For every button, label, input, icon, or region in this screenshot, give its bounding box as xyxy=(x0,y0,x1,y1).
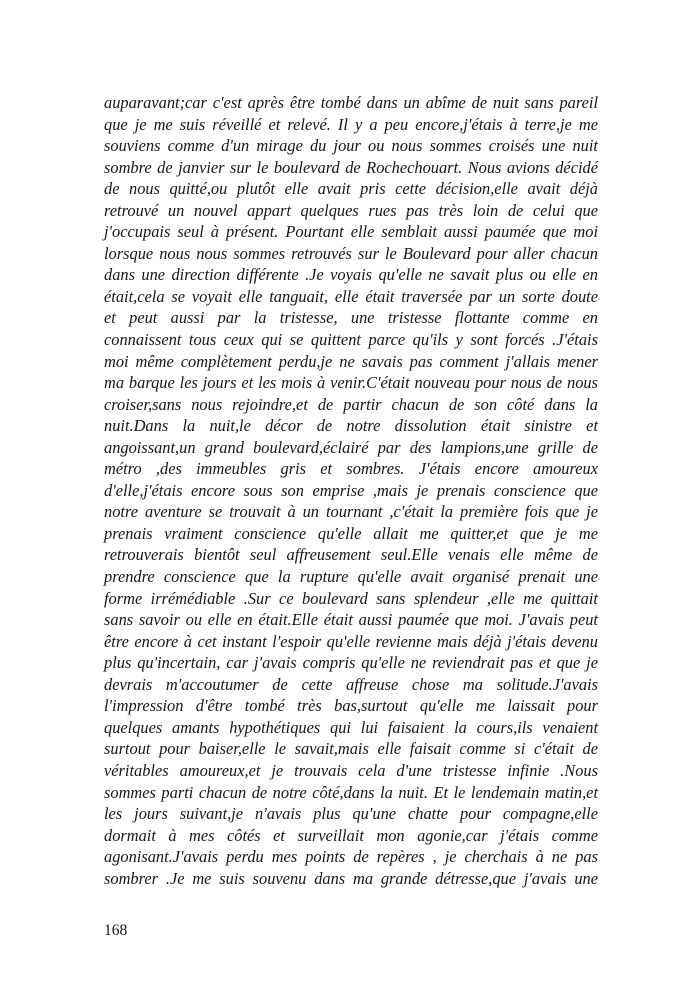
text-line: l'impression d'être tombé très bas,surtout qu'elle me laissait pour xyxy=(104,696,598,716)
text-line: sombre de janvier sur le boulevard de Rochechouart. Nous avions décidé xyxy=(104,157,598,177)
text-line: quelques amants hypothétiques qui lui faisaient la cours,ils venaient xyxy=(104,717,598,737)
text-line: que je me suis réveillé et relevé. Il y a peu encore,j'étais à terre,je me xyxy=(104,114,598,134)
text-line: j'occupais seul à présent. Pourtant elle semblait aussi paumée que moi xyxy=(104,222,598,242)
text-line: métro ,des immeubles gris et sombres. J'étais encore amoureux xyxy=(104,459,598,479)
text-line: prendre conscience que la rupture qu'elle avait organisé prenait une xyxy=(104,567,598,587)
text-line: de nous quitté,ou plutôt elle avait pris cette décision,elle avait déjà xyxy=(104,179,598,199)
body-text xyxy=(104,92,598,889)
text-line: sombrer .Je me suis souvenu dans ma grande détresse,que j'avais une xyxy=(104,868,598,888)
text-line: sans savoir ou elle en était.Elle était aussi paumée que moi. J'avais peut xyxy=(104,610,598,630)
text-line: surtout pour baiser,elle le savait,mais elle faisait comme si c'était de xyxy=(104,739,598,759)
text-line: croiser,sans nous rejoindre,et de partir chacun de son côté dans la xyxy=(104,394,598,414)
text-line: lorsque nous nous sommes retrouvés sur le Boulevard pour aller chacun xyxy=(104,243,598,263)
text-line: prenais vraiment conscience qu'elle allait me quitter,et que je me xyxy=(104,523,598,543)
text-line: et peut aussi par la tristesse, une tristesse flottante comme en xyxy=(104,308,598,328)
text-line: véritables amoureux,et je trouvais cela d'une tristesse infinie .Nous xyxy=(104,760,598,780)
text-line: plus qu'incertain, car j'avais compris qu'elle ne reviendrait pas et que je xyxy=(104,653,598,673)
text-line: forme irrémédiable .Sur ce boulevard sans splendeur ,elle me quittait xyxy=(104,588,598,608)
text-line: retrouvé un nouvel appart quelques rues pas très loin de celui que xyxy=(104,200,598,220)
text-line: les jours suivant,je n'avais plus qu'une chatte pour compagne,elle xyxy=(104,804,598,824)
text-line: être encore à cet instant l'espoir qu'elle revienne mais déjà j'étais devenu xyxy=(104,631,598,651)
text-line: retrouverais bientôt seul affreusement seul.Elle venais elle même de xyxy=(104,545,598,565)
text-line: connaissent tous ceux qui se quittent parce qu'ils y sont forcés .J'étais xyxy=(104,330,598,350)
text-line: ma barque les jours et les mois à venir.C'était nouveau pour nous de nous xyxy=(104,373,598,393)
text-line: sommes parti chacun de notre côté,dans la nuit. Et le lendemain matin,et xyxy=(104,782,598,802)
text-line: angoissant,un grand boulevard,éclairé par des lampions,une grille de xyxy=(104,437,598,457)
text-line: souviens comme d'un mirage du jour ou nous sommes croisés une nuit xyxy=(104,136,598,156)
page-number: 168 xyxy=(104,922,128,939)
text-line: dormait à mes côtés et surveillait mon agonie,car j'étais comme xyxy=(104,825,598,845)
text-line: d'elle,j'étais encore sous son emprise ,mais je prenais conscience que xyxy=(104,480,598,500)
text-line: était,cela se voyait elle tanguait, elle était traversée par un sorte doute xyxy=(104,286,598,306)
text-line: devrais m'accoutumer de cette affreuse chose ma solitude.J'avais xyxy=(104,674,598,694)
text-line: dans une direction différente .Je voyais qu'elle ne savait plus ou elle en xyxy=(104,265,598,285)
text-line: auparavant;car c'est après être tombé dans un abîme de nuit sans pareil xyxy=(104,93,598,112)
text-line: nuit.Dans la nuit,le décor de notre dissolution était sinistre et xyxy=(104,416,598,436)
text-line: notre aventure se trouvait à un tournant ,c'était la première fois que je xyxy=(104,502,598,522)
text-line: moi même complètement perdu,je ne savais pas comment j'allais mener xyxy=(104,351,598,371)
text-line: agonisant.J'avais perdu mes points de repères , je cherchais à ne pas xyxy=(104,847,598,867)
